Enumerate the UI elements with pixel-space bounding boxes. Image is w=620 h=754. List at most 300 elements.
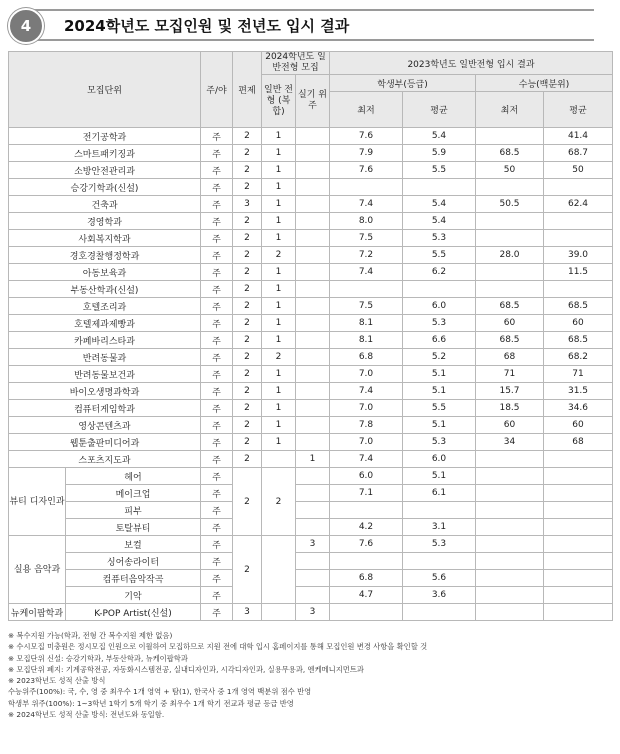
quota-cell: 2 <box>233 213 262 230</box>
general-count-cell: 1 <box>262 213 296 230</box>
day-night-cell: 주 <box>201 519 233 536</box>
general-count-cell: 1 <box>262 196 296 213</box>
general-count-cell: 1 <box>262 281 296 298</box>
record-min-cell: 7.4 <box>330 196 403 213</box>
col-header-csat: 수능(백분위) <box>476 75 613 92</box>
table-row <box>9 468 613 485</box>
record-min-cell: 4.7 <box>330 587 403 604</box>
record-avg-cell: 5.4 <box>403 196 476 213</box>
csat-avg-cell <box>544 485 613 502</box>
quota-cell: 2 <box>233 468 262 536</box>
day-night-cell: 주 <box>201 587 233 604</box>
csat-min-cell: 60 <box>476 315 544 332</box>
csat-avg-cell: 68.7 <box>544 145 613 162</box>
record-avg-cell: 5.5 <box>403 400 476 417</box>
day-night-cell: 주 <box>201 315 233 332</box>
csat-avg-cell: 71 <box>544 366 613 383</box>
csat-min-cell <box>476 179 544 196</box>
general-count-cell: 1 <box>262 434 296 451</box>
day-night-cell: 주 <box>201 179 233 196</box>
csat-avg-cell: 62.4 <box>544 196 613 213</box>
csat-min-cell: 28.0 <box>476 247 544 264</box>
note: ※ 수시모집 미충원은 정시모집 인원으로 이월하여 모집하므로 지원 전에 대학 입시 홈페이지를 통해 모집인원 변경 사항을 확인할 것 <box>8 642 428 652</box>
csat-min-cell <box>476 468 544 485</box>
practical-count-cell <box>296 247 330 264</box>
csat-min-cell: 71 <box>476 366 544 383</box>
section-number-badge: 4 <box>8 8 44 44</box>
practical-count-cell: 1 <box>296 451 330 468</box>
csat-min-cell <box>476 230 544 247</box>
quota-cell: 2 <box>233 128 262 145</box>
record-avg-cell <box>403 179 476 196</box>
csat-min-cell: 68 <box>476 349 544 366</box>
general-count-cell: 1 <box>262 230 296 247</box>
quota-cell: 2 <box>233 383 262 400</box>
general-count-cell: 2 <box>262 468 296 536</box>
unit-name-cell: 승강기학과(신설) <box>9 179 201 196</box>
day-night-cell: 주 <box>201 570 233 587</box>
unit-name-cell: 부동산학과(신설) <box>9 281 201 298</box>
csat-min-cell <box>476 536 544 553</box>
table-row <box>9 230 613 247</box>
practical-count-cell: 3 <box>296 604 330 621</box>
unit-name-cell: 아동보육과 <box>9 264 201 281</box>
table-row <box>9 332 613 349</box>
unit-name-cell: 소방안전관리과 <box>9 162 201 179</box>
record-avg-cell: 5.2 <box>403 349 476 366</box>
practical-count-cell <box>296 145 330 162</box>
practical-count-cell <box>296 128 330 145</box>
record-min-cell: 6.8 <box>330 349 403 366</box>
csat-min-cell: 68.5 <box>476 332 544 349</box>
day-night-cell: 주 <box>201 400 233 417</box>
table-row <box>9 604 613 621</box>
record-min-cell: 7.1 <box>330 485 403 502</box>
practical-count-cell <box>296 298 330 315</box>
general-count-cell: 1 <box>262 179 296 196</box>
csat-min-cell <box>476 128 544 145</box>
day-night-cell: 주 <box>201 536 233 553</box>
record-avg-cell: 6.2 <box>403 264 476 281</box>
day-night-cell: 주 <box>201 383 233 400</box>
note: ※ 모집단위 폐지: 기계공학전공, 자동화시스템전공, 실내디자인과, 시각디자인과, 실용무용과, 엔케메니지먼트과 <box>8 664 364 674</box>
general-count-cell: 1 <box>262 298 296 315</box>
record-avg-cell: 5.4 <box>403 128 476 145</box>
practical-count-cell <box>296 281 330 298</box>
note: ※ 2023학년도 성적 산출 방식 <box>8 676 106 686</box>
record-min-cell <box>330 553 403 570</box>
record-avg-cell: 5.5 <box>403 247 476 264</box>
record-avg-cell <box>403 502 476 519</box>
sub-unit-name-cell: 헤어 <box>66 468 201 485</box>
table-row <box>9 349 613 366</box>
quota-cell: 2 <box>233 451 262 468</box>
record-avg-cell: 5.1 <box>403 417 476 434</box>
table-row <box>9 587 613 604</box>
col-header-csat-min: 최저 <box>476 92 544 128</box>
table-row <box>9 213 613 230</box>
unit-name-cell: 영상콘텐츠과 <box>9 417 201 434</box>
day-night-cell: 주 <box>201 485 233 502</box>
note: 학생부 위주(100%): 1~3학년 1학기 5개 학기 중 최우수 1개 학기 전교과 평균 등급 반영 <box>8 698 294 708</box>
csat-avg-cell: 60 <box>544 315 613 332</box>
practical-count-cell <box>296 213 330 230</box>
record-min-cell: 7.2 <box>330 247 403 264</box>
record-avg-cell: 5.3 <box>403 434 476 451</box>
record-min-cell: 6.0 <box>330 468 403 485</box>
group-name-cell: 뉴케이팝학과 <box>9 604 66 621</box>
record-avg-cell: 3.6 <box>403 587 476 604</box>
general-count-cell: 1 <box>262 264 296 281</box>
sub-unit-name-cell: 보컬 <box>66 536 201 553</box>
day-night-cell: 주 <box>201 332 233 349</box>
practical-count-cell <box>296 332 330 349</box>
general-count-cell: 1 <box>262 315 296 332</box>
practical-count-cell <box>296 502 330 519</box>
table-row <box>9 485 613 502</box>
note: ※ 2024학년도 성적 산출 방식: 전년도와 동일함. <box>8 710 165 720</box>
csat-min-cell <box>476 485 544 502</box>
quota-cell: 2 <box>233 417 262 434</box>
day-night-cell: 주 <box>201 604 233 621</box>
table-row <box>9 417 613 434</box>
csat-avg-cell <box>544 536 613 553</box>
day-night-cell: 주 <box>201 247 233 264</box>
record-min-cell: 7.6 <box>330 128 403 145</box>
group-name-cell: 뷰티 디자인과 <box>9 468 66 536</box>
csat-avg-cell: 39.0 <box>544 247 613 264</box>
csat-avg-cell: 60 <box>544 417 613 434</box>
col-header-record: 학생부(등급) <box>330 75 476 92</box>
quota-cell: 3 <box>233 604 262 621</box>
csat-min-cell: 60 <box>476 417 544 434</box>
csat-avg-cell <box>544 570 613 587</box>
col-header-day-night: 주/야 <box>201 52 233 128</box>
csat-min-cell: 15.7 <box>476 383 544 400</box>
day-night-cell: 주 <box>201 553 233 570</box>
table-row <box>9 536 613 553</box>
csat-avg-cell <box>544 281 613 298</box>
table-row <box>9 383 613 400</box>
table-row <box>9 434 613 451</box>
quota-cell: 3 <box>233 196 262 213</box>
unit-name-cell: 사회복지학과 <box>9 230 201 247</box>
csat-avg-cell <box>544 179 613 196</box>
table-row <box>9 298 613 315</box>
record-min-cell: 7.4 <box>330 264 403 281</box>
note: ※ 모집단위 신설: 승강기학과, 부동산학과, 뉴케이팝학과 <box>8 653 188 663</box>
table-row <box>9 264 613 281</box>
quota-cell: 2 <box>233 281 262 298</box>
record-min-cell: 7.4 <box>330 383 403 400</box>
csat-avg-cell <box>544 451 613 468</box>
record-avg-cell: 5.5 <box>403 162 476 179</box>
quota-cell: 2 <box>233 179 262 196</box>
table-row <box>9 570 613 587</box>
record-min-cell <box>330 502 403 519</box>
day-night-cell: 주 <box>201 264 233 281</box>
section-header <box>6 6 608 42</box>
record-avg-cell: 5.3 <box>403 230 476 247</box>
general-count-cell: 2 <box>262 349 296 366</box>
quota-cell: 2 <box>233 366 262 383</box>
practical-count-cell <box>296 570 330 587</box>
record-avg-cell: 5.4 <box>403 213 476 230</box>
quota-cell: 2 <box>233 536 262 604</box>
practical-count-cell <box>296 417 330 434</box>
admission-table <box>8 51 613 621</box>
record-avg-cell: 5.1 <box>403 383 476 400</box>
practical-count-cell <box>296 434 330 451</box>
general-count-cell: 1 <box>262 417 296 434</box>
sub-unit-name-cell: 토탈뷰티 <box>66 519 201 536</box>
day-night-cell: 주 <box>201 128 233 145</box>
unit-name-cell: 웹툰출판미디어과 <box>9 434 201 451</box>
day-night-cell: 주 <box>201 468 233 485</box>
unit-name-cell: 컴퓨터게임학과 <box>9 400 201 417</box>
quota-cell: 2 <box>233 434 262 451</box>
record-min-cell: 7.0 <box>330 434 403 451</box>
sub-unit-name-cell: K-POP Artist(신설) <box>66 604 201 621</box>
practical-count-cell <box>296 196 330 213</box>
csat-min-cell <box>476 264 544 281</box>
csat-min-cell <box>476 553 544 570</box>
day-night-cell: 주 <box>201 502 233 519</box>
day-night-cell: 주 <box>201 145 233 162</box>
practical-count-cell <box>296 162 330 179</box>
general-count-cell: 1 <box>262 383 296 400</box>
day-night-cell: 주 <box>201 298 233 315</box>
table-row <box>9 502 613 519</box>
practical-count-cell <box>296 315 330 332</box>
sub-unit-name-cell: 컴퓨터음악작곡 <box>66 570 201 587</box>
table-row <box>9 281 613 298</box>
col-header-general: 일반 전형 (복합) <box>262 75 296 128</box>
record-min-cell: 7.4 <box>330 451 403 468</box>
csat-avg-cell: 50 <box>544 162 613 179</box>
practical-count-cell <box>296 349 330 366</box>
unit-name-cell: 건축과 <box>9 196 201 213</box>
general-count-cell <box>262 536 296 604</box>
csat-min-cell <box>476 502 544 519</box>
record-avg-cell: 5.9 <box>403 145 476 162</box>
day-night-cell: 주 <box>201 213 233 230</box>
practical-count-cell <box>296 519 330 536</box>
record-avg-cell <box>403 553 476 570</box>
table-row <box>9 451 613 468</box>
practical-count-cell <box>296 468 330 485</box>
csat-avg-cell <box>544 553 613 570</box>
general-count-cell: 1 <box>262 332 296 349</box>
csat-avg-cell: 11.5 <box>544 264 613 281</box>
record-avg-cell: 6.1 <box>403 485 476 502</box>
record-min-cell: 7.6 <box>330 162 403 179</box>
csat-avg-cell <box>544 519 613 536</box>
csat-min-cell <box>476 604 544 621</box>
csat-min-cell: 34 <box>476 434 544 451</box>
quota-cell: 2 <box>233 247 262 264</box>
table-row <box>9 247 613 264</box>
record-avg-cell: 5.1 <box>403 366 476 383</box>
csat-min-cell: 50.5 <box>476 196 544 213</box>
record-avg-cell: 5.3 <box>403 315 476 332</box>
csat-min-cell <box>476 519 544 536</box>
csat-avg-cell <box>544 468 613 485</box>
practical-count-cell: 3 <box>296 536 330 553</box>
unit-name-cell: 호텔제과제빵과 <box>9 315 201 332</box>
record-min-cell <box>330 281 403 298</box>
day-night-cell: 주 <box>201 349 233 366</box>
practical-count-cell <box>296 366 330 383</box>
record-min-cell: 6.8 <box>330 570 403 587</box>
page-title: 2024학년도 모집인원 및 전년도 입시 결과 <box>64 17 350 35</box>
table-row <box>9 128 613 145</box>
csat-avg-cell <box>544 502 613 519</box>
day-night-cell: 주 <box>201 366 233 383</box>
record-min-cell: 7.5 <box>330 298 403 315</box>
record-min-cell: 7.5 <box>330 230 403 247</box>
practical-count-cell <box>296 264 330 281</box>
record-min-cell: 7.8 <box>330 417 403 434</box>
record-avg-cell: 5.3 <box>403 536 476 553</box>
csat-avg-cell <box>544 604 613 621</box>
sub-unit-name-cell: 싱어송라이터 <box>66 553 201 570</box>
table-row <box>9 179 613 196</box>
csat-avg-cell: 31.5 <box>544 383 613 400</box>
col-header-2024: 2024학년도 일반전형 모집 <box>262 52 330 75</box>
quota-cell: 2 <box>233 349 262 366</box>
general-count-cell: 1 <box>262 128 296 145</box>
record-avg-cell <box>403 281 476 298</box>
general-count-cell: 1 <box>262 366 296 383</box>
record-min-cell <box>330 604 403 621</box>
csat-avg-cell <box>544 213 613 230</box>
csat-avg-cell: 68.5 <box>544 332 613 349</box>
unit-name-cell: 스마트패키징과 <box>9 145 201 162</box>
general-count-cell: 2 <box>262 247 296 264</box>
csat-min-cell: 18.5 <box>476 400 544 417</box>
day-night-cell: 주 <box>201 196 233 213</box>
record-avg-cell: 5.6 <box>403 570 476 587</box>
csat-min-cell: 50 <box>476 162 544 179</box>
csat-avg-cell: 68.5 <box>544 298 613 315</box>
unit-name-cell: 경영학과 <box>9 213 201 230</box>
day-night-cell: 주 <box>201 281 233 298</box>
group-name-cell: 실용 음악과 <box>9 536 66 604</box>
quota-cell: 2 <box>233 145 262 162</box>
day-night-cell: 주 <box>201 434 233 451</box>
quota-cell: 2 <box>233 162 262 179</box>
col-header-quota: 편제 <box>233 52 262 128</box>
record-min-cell: 7.0 <box>330 400 403 417</box>
unit-name-cell: 호텔조리과 <box>9 298 201 315</box>
table-row <box>9 553 613 570</box>
csat-min-cell <box>476 281 544 298</box>
practical-count-cell <box>296 553 330 570</box>
csat-avg-cell: 68.2 <box>544 349 613 366</box>
quota-cell: 2 <box>233 400 262 417</box>
unit-name-cell: 바이오생명과학과 <box>9 383 201 400</box>
col-header-unit: 모집단위 <box>9 52 201 128</box>
record-min-cell: 7.0 <box>330 366 403 383</box>
general-count-cell: 1 <box>262 400 296 417</box>
quota-cell: 2 <box>233 264 262 281</box>
footnotes <box>8 630 612 720</box>
table-row <box>9 366 613 383</box>
record-min-cell: 7.9 <box>330 145 403 162</box>
record-avg-cell <box>403 604 476 621</box>
practical-count-cell <box>296 230 330 247</box>
col-header-record-min: 최저 <box>330 92 403 128</box>
csat-avg-cell: 34.6 <box>544 400 613 417</box>
general-count-cell <box>262 604 296 621</box>
csat-min-cell: 68.5 <box>476 145 544 162</box>
sub-unit-name-cell: 기악 <box>66 587 201 604</box>
table-row <box>9 315 613 332</box>
day-night-cell: 주 <box>201 451 233 468</box>
record-avg-cell: 6.0 <box>403 298 476 315</box>
csat-avg-cell: 41.4 <box>544 128 613 145</box>
practical-count-cell <box>296 383 330 400</box>
record-avg-cell: 6.6 <box>403 332 476 349</box>
table-row <box>9 400 613 417</box>
unit-name-cell: 스포츠지도과 <box>9 451 201 468</box>
sub-unit-name-cell: 메이크업 <box>66 485 201 502</box>
table-row <box>9 196 613 213</box>
record-avg-cell: 3.1 <box>403 519 476 536</box>
col-header-practical: 실기 위주 <box>296 75 330 128</box>
quota-cell: 2 <box>233 332 262 349</box>
csat-min-cell: 68.5 <box>476 298 544 315</box>
csat-avg-cell: 68 <box>544 434 613 451</box>
practical-count-cell <box>296 179 330 196</box>
day-night-cell: 주 <box>201 230 233 247</box>
day-night-cell: 주 <box>201 162 233 179</box>
csat-min-cell <box>476 213 544 230</box>
general-count-cell: 1 <box>262 145 296 162</box>
day-night-cell: 주 <box>201 417 233 434</box>
csat-avg-cell <box>544 230 613 247</box>
csat-min-cell <box>476 587 544 604</box>
sub-unit-name-cell: 피부 <box>66 502 201 519</box>
csat-min-cell <box>476 451 544 468</box>
note: 수능위주(100%): 국, 수, 영 중 최우수 1개 영역 + 탐(1), 한국사 중 1개 영역 백분위 점수 반영 <box>8 687 312 697</box>
table-row <box>9 519 613 536</box>
practical-count-cell <box>296 587 330 604</box>
record-min-cell <box>330 179 403 196</box>
record-avg-cell: 6.0 <box>403 451 476 468</box>
practical-count-cell <box>296 400 330 417</box>
quota-cell: 2 <box>233 298 262 315</box>
general-count-cell <box>262 451 296 468</box>
unit-name-cell: 전기공학과 <box>9 128 201 145</box>
table-row <box>9 145 613 162</box>
record-min-cell: 7.6 <box>330 536 403 553</box>
record-min-cell: 8.0 <box>330 213 403 230</box>
col-header-2023: 2023학년도 일반전형 입시 결과 <box>330 52 613 75</box>
general-count-cell: 1 <box>262 162 296 179</box>
record-min-cell: 8.1 <box>330 332 403 349</box>
unit-name-cell: 반려동물과 <box>9 349 201 366</box>
unit-name-cell: 경호경찰행정학과 <box>9 247 201 264</box>
note: ※ 복수지원 가능(학과, 전형 간 복수지원 제한 없음) <box>8 631 173 640</box>
quota-cell: 2 <box>233 230 262 247</box>
practical-count-cell <box>296 485 330 502</box>
unit-name-cell: 카페바리스타과 <box>9 332 201 349</box>
record-min-cell: 8.1 <box>330 315 403 332</box>
col-header-csat-avg: 평균 <box>544 92 613 128</box>
csat-avg-cell <box>544 587 613 604</box>
